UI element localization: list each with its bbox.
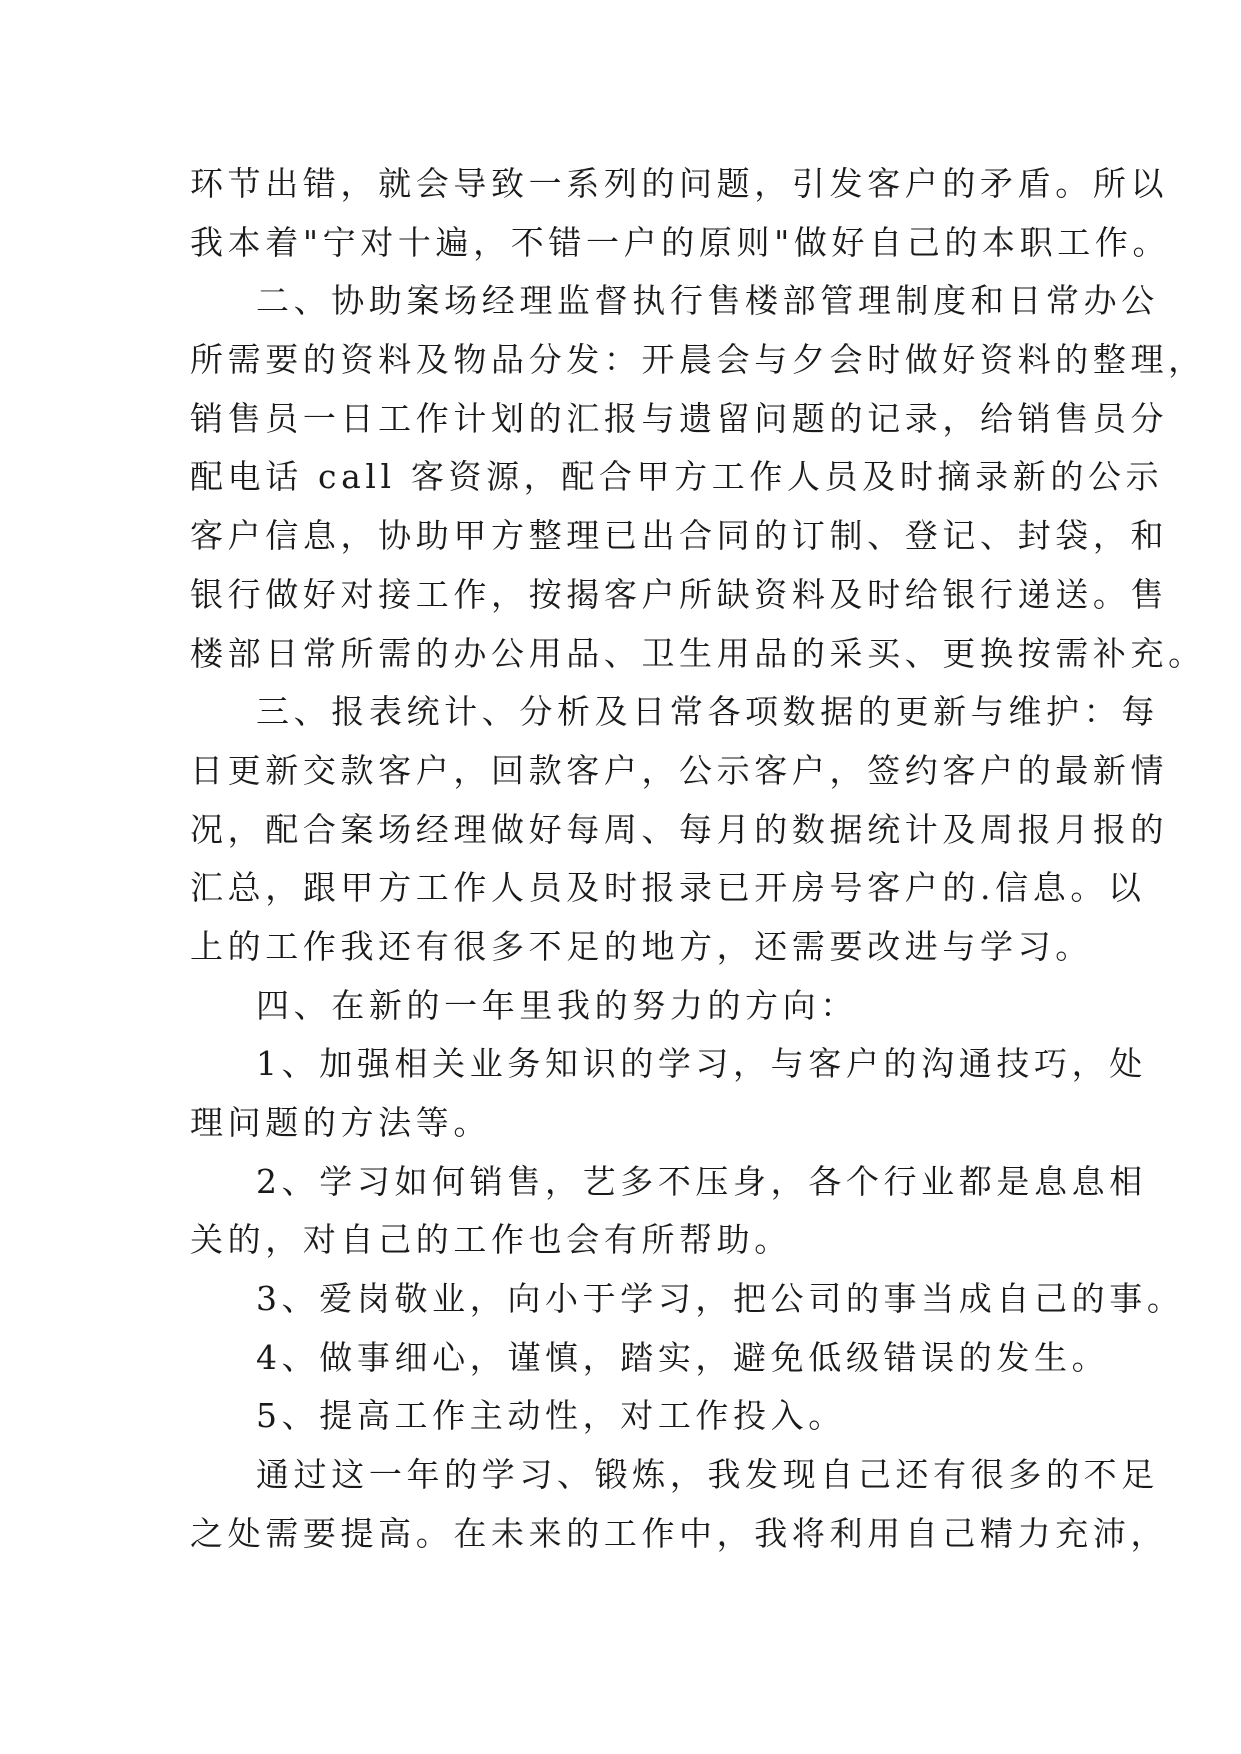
text-line: 1、加强相关业务知识的学习，与客户的沟通技巧，处	[256, 1044, 1147, 1084]
text-line: 理问题的方法等。	[190, 1103, 491, 1142]
text-line: 3、爱岗敬业，向小于学习，把公司的事当成自己的事。	[256, 1279, 1185, 1319]
text-line: 上的工作我还有很多不足的地方，还需要改进与学习。	[190, 926, 1093, 966]
text-line: 二、协助案场经理监督执行售楼部管理制度和日常办公	[256, 281, 1159, 321]
text-line: 环节出错，就会导致一系列的问题，引发客户的矛盾。所以	[190, 164, 1169, 203]
text-line: 配电话 call 客资源，配合甲方工作人员及时摘录新的公示	[190, 457, 1164, 497]
text-line: 销售员一日工作计划的汇报与遗留问题的记录，给销售员分	[190, 398, 1169, 438]
text-line: 5、提高工作主动性，对工作投入。	[256, 1396, 846, 1436]
text-line: 汇总，跟甲方工作人员及时报录已开房号客户的.信息。以	[190, 868, 1146, 908]
text-line: 银行做好对接工作，按揭客户所缺资料及时给银行递送。售	[190, 574, 1169, 614]
document-body	[190, 155, 1206, 1564]
text-line: 楼部日常所需的办公用品、卫生用品的采买、更换按需补充。	[190, 633, 1206, 673]
text-line: 四、在新的一年里我的努力的方向：	[256, 985, 858, 1025]
text-line: 三、报表统计、分析及日常各项数据的更新与维护：每	[256, 692, 1159, 732]
text-line: 之处需要提高。在未来的工作中，我将利用自己精力充沛，	[190, 1513, 1169, 1553]
text-line: 关的，对自己的工作也会有所帮助。	[190, 1220, 792, 1260]
text-line: 通过这一年的学习、锻炼，我发现自己还有很多的不足	[256, 1455, 1159, 1495]
text-line: 4、做事细心，谨慎，踏实，避免低级错误的发生。	[256, 1337, 1110, 1377]
text-line: 2、学习如何销售，艺多不压身，各个行业都是息息相	[256, 1161, 1147, 1201]
text-line: 我本着"宁对十遍，不错一户的原则"做好自己的本职工作。	[190, 222, 1171, 262]
text-line: 日更新交款客户，回款客户，公示客户，签约客户的最新情	[190, 750, 1169, 790]
text-line: 客户信息，协助甲方整理已出合同的订制、登记、封袋，和	[190, 516, 1169, 556]
text-line: 况，配合案场经理做好每周、每月的数据统计及周报月报的	[190, 809, 1169, 849]
text-line: 所需要的资料及物品分发：开晨会与夕会时做好资料的整理，	[190, 340, 1206, 380]
